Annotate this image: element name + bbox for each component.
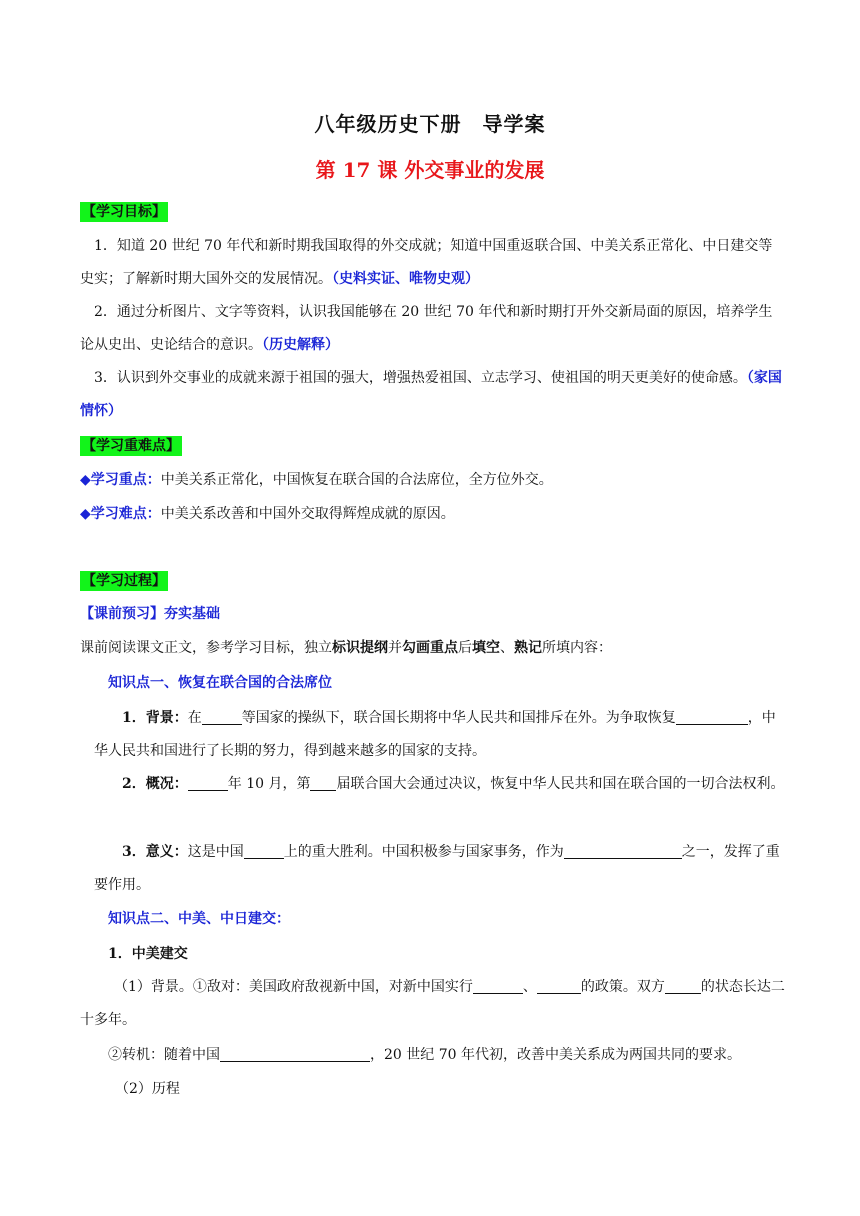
preview-title: 夯实基础 (164, 606, 220, 622)
objective-3: 3．认识到外交事业的成就来源于祖国的强大，增强热爱祖国、立志学习、使祖国的明天更美好的使命感。（家国情怀） (80, 370, 782, 419)
objectives-section (80, 196, 785, 229)
blank[interactable] (473, 977, 523, 994)
kp2-background: （1）背景。①敌对：美国政府敌视新中国，对新中国实行 、 的政策。双方 的状态长达二十多年。 (80, 979, 785, 1028)
objective-1-note: （史料实证、唯物史观） (332, 271, 479, 287)
process-section (80, 565, 785, 598)
process-tag: 【学习过程】 (82, 573, 166, 589)
kp1-background: 1．背景：在 等国家的操纵下，联合国长期将中华人民共和国排斥在外。为争取恢复 ，中华人民共和国进行了长期的努力，得到越来越多的国家的支持。 (94, 710, 776, 759)
preview-heading (80, 598, 785, 631)
kp2-subheading: 1．中美建交 (108, 946, 188, 962)
page-title: 八年级历史下册 导学案 (314, 112, 546, 136)
objective-2: 2．通过分析图片、文字等资料，认识我国能够在 20 世纪 70 年代和新时期打开外交新局面的原因，培养学生论从史出、史论结合的意识。（历史解释） (80, 304, 773, 353)
objective-2-note: （历史解释） (262, 337, 339, 353)
blank[interactable] (202, 708, 242, 725)
kp1-overview: 2．概况： 年 10 月，第 届联合国大会通过决议，恢复中华人民共和国在联合国的一切合法权利。 (122, 776, 785, 792)
difficulty-label: ◆学习难点： (80, 506, 161, 522)
blank[interactable] (244, 842, 284, 859)
objective-3-note: （家国情怀） (80, 370, 782, 419)
kp1-significance-label: 3．意义： (122, 844, 188, 860)
blank[interactable] (220, 1045, 370, 1062)
kp1-significance: 3．意义：这是中国 上的重大胜利。中国积极参与国家事务，作为 之一，发挥了重要作用。 (94, 844, 780, 893)
kp2-turning-point: ②转机：随着中国 ，20 世纪 70 年代初，改善中美关系成为两国共同的要求。 (108, 1047, 741, 1063)
blank[interactable] (665, 977, 701, 994)
blank[interactable] (676, 708, 748, 725)
kp1-background-label: 1．背景： (122, 710, 188, 726)
preview-instructions: 课前阅读课文正文，参考学习目标，独立标识提纲并勾画重点后填空、熟记所填内容： (80, 640, 612, 656)
objective-1: 1．知道 20 世纪 70 年代和新时期我国取得的外交成就；知道中国重返联合国、中美关系正常化、中日建交等史实；了解新时期大国外交的发展情况。（史料实证、唯物史观） (80, 238, 773, 287)
blank[interactable] (310, 774, 336, 791)
blank[interactable] (564, 842, 682, 859)
keypoints-tag: 【学习重难点】 (82, 438, 180, 454)
focus-line: ◆学习重点：中美关系正常化，中国恢复在联合国的合法席位，全方位外交。 (80, 472, 553, 488)
lesson-title: 第 17 课 外交事业的发展 (315, 158, 545, 182)
keypoints-section (80, 430, 785, 463)
focus-label: ◆学习重点： (80, 472, 161, 488)
blank[interactable] (188, 774, 228, 791)
kp1-title: 知识点一、恢复在联合国的合法席位 (108, 675, 332, 691)
blank[interactable] (537, 977, 581, 994)
kp2-title: 知识点二、中美、中日建交： (108, 911, 290, 927)
difficulty-line: ◆学习难点：中美关系改善和中国外交取得辉煌成就的原因。 (80, 506, 455, 522)
objectives-tag: 【学习目标】 (82, 204, 166, 220)
preview-tag: 【课前预习】 (80, 606, 164, 622)
kp2-course: （2）历程 (115, 1081, 180, 1097)
kp1-overview-label: 2．概况： (122, 776, 188, 792)
